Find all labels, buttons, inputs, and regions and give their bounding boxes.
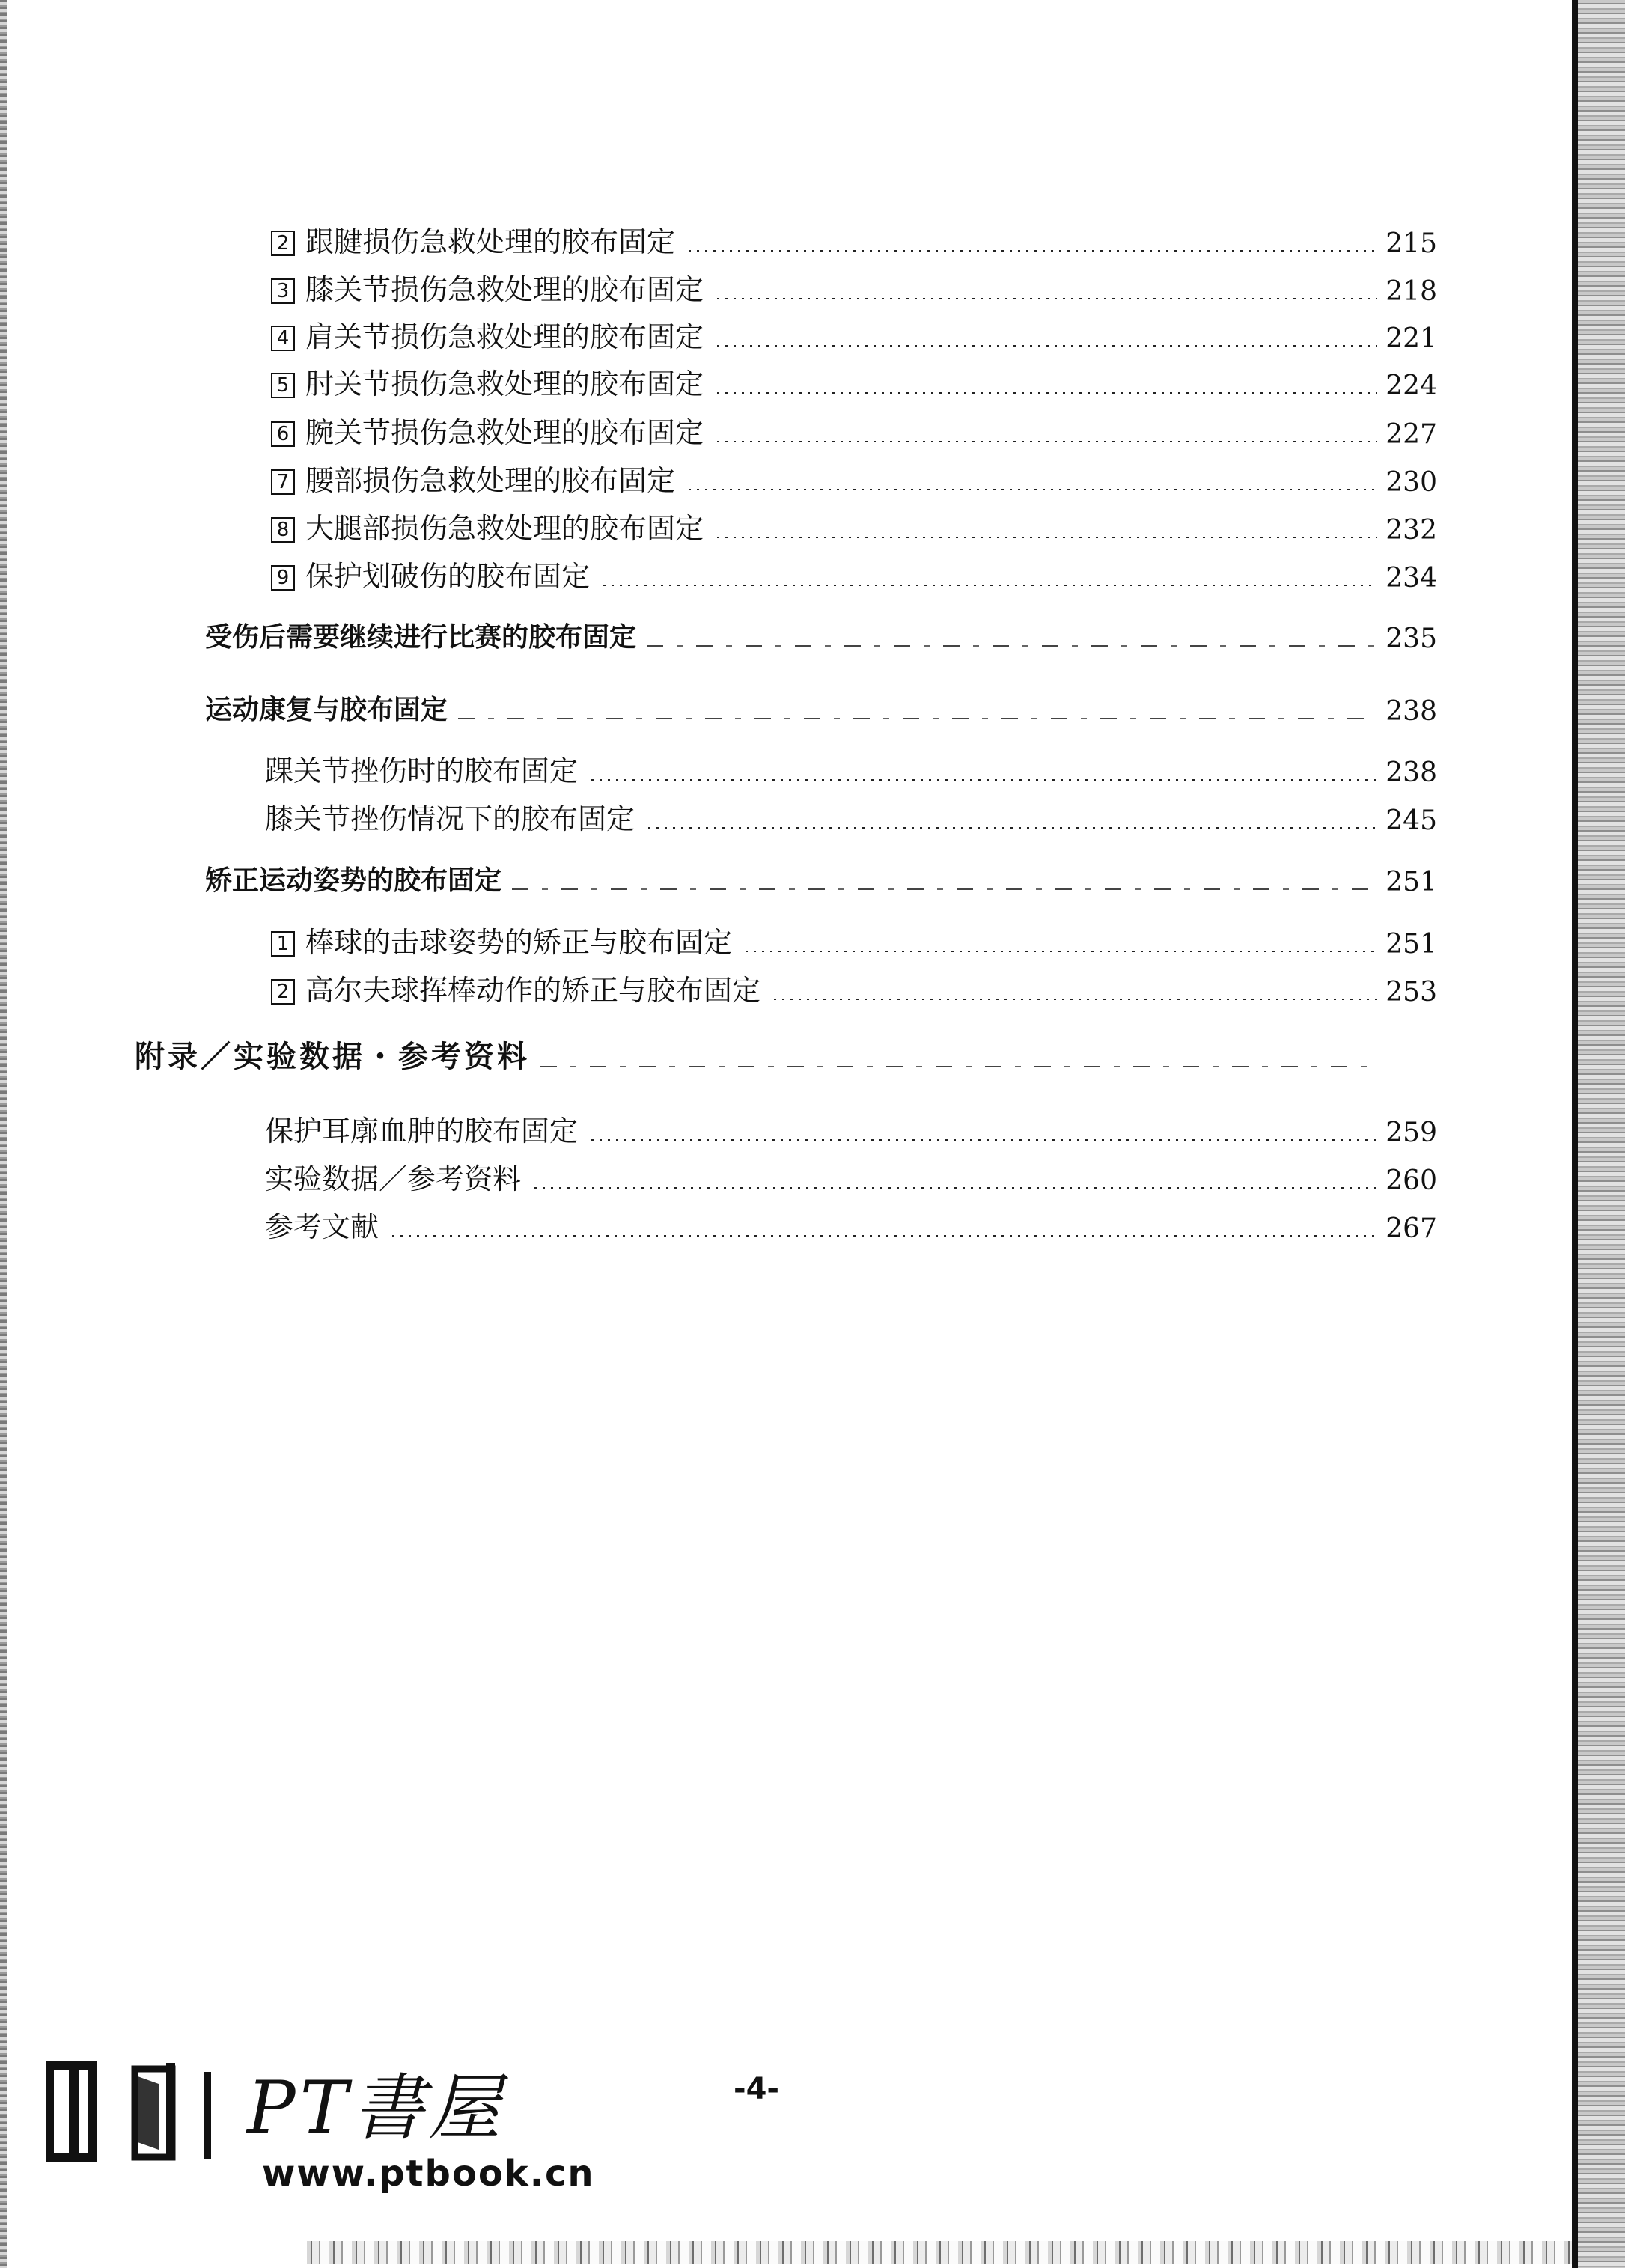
toc-entry: [265, 1204, 1437, 1246]
toc-entry-number-box: 8: [271, 517, 295, 543]
toc-entry-page: [1385, 1073, 1437, 1076]
toc-entry-label: 矫正运动姿势的胶布固定: [205, 865, 502, 896]
toc-entry-label: 保护划破伤的胶布固定: [305, 560, 591, 593]
toc-entry-page: 221: [1385, 323, 1437, 354]
toc-entry-page: 259: [1385, 1118, 1437, 1148]
toc-entry-page: 238: [1385, 696, 1437, 727]
toc-entry-number-box: 1: [271, 931, 295, 957]
toc-entry: [271, 219, 1437, 260]
toc-entry-leader: [600, 585, 1377, 586]
toc-entry-page: 267: [1385, 1213, 1437, 1244]
toc-entry-page: 260: [1385, 1165, 1437, 1196]
toc-entry-number-box: 3: [271, 278, 295, 304]
toc-entry-label: 腕关节损伤急救处理的胶布固定: [305, 416, 704, 449]
toc-entry-leader: [714, 441, 1377, 442]
toc-entry: [271, 505, 1437, 547]
toc-entry: [265, 1108, 1437, 1150]
toc-entry-page: 235: [1385, 624, 1437, 654]
toc-entry-label: 大腿部损伤急救处理的胶布固定: [305, 512, 704, 545]
page-number: -4-: [734, 2072, 780, 2106]
toc-entry-page: 253: [1385, 977, 1437, 1008]
toc-entry-label: 参考文献: [265, 1210, 379, 1243]
toc-entry-label: 膝关节挫伤情况下的胶布固定: [265, 802, 635, 835]
toc-entry-page: 227: [1385, 419, 1437, 450]
toc-entry: [271, 266, 1437, 308]
book-logo-icon: [46, 2054, 226, 2166]
toc-entry-leader: [743, 951, 1377, 952]
toc-entry: [271, 457, 1437, 499]
toc-entry-page: 232: [1385, 515, 1437, 546]
scan-shadow-bottom: [307, 2241, 1572, 2264]
toc-entry-label: 受伤后需要继续进行比赛的胶布固定: [205, 622, 637, 653]
toc-entry-label: 肩关节损伤急救处理的胶布固定: [305, 320, 704, 353]
toc-entry: [271, 553, 1437, 595]
toc-entry: [271, 361, 1437, 403]
logo-text: PT書屋: [247, 2066, 505, 2150]
toc-entry-page: 251: [1385, 929, 1437, 960]
toc-entry: [265, 796, 1437, 838]
toc-entry-leader: [647, 645, 1377, 647]
toc-entry-label: 实验数据／参考资料: [265, 1162, 522, 1195]
toc-entry: [271, 409, 1437, 451]
toc-entry-leader: [540, 1066, 1377, 1067]
toc-entry-number-box: 2: [271, 231, 295, 256]
toc-entry-number-box: 9: [271, 565, 295, 591]
toc-entry: [265, 748, 1437, 790]
toc-entry-label: 保护耳廓血肿的胶布固定: [265, 1115, 579, 1147]
toc-entry: [271, 314, 1437, 356]
toc-entry-leader: [714, 392, 1377, 394]
toc-entry-page: 215: [1385, 228, 1437, 259]
toc-entry-leader: [771, 999, 1377, 1000]
toc-entry-label: 跟腱损伤急救处理的胶布固定: [305, 225, 676, 258]
toc-entry: [205, 857, 1437, 899]
toc-entry-leader: [531, 1187, 1377, 1189]
toc-entry-label: 肘关节损伤急救处理的胶布固定: [305, 368, 704, 400]
toc-entry-leader: [645, 827, 1377, 829]
toc-entry-page: 234: [1385, 563, 1437, 594]
toc-entry: [205, 614, 1437, 656]
toc-entry-leader: [588, 779, 1377, 781]
toc-entry: [271, 919, 1437, 961]
toc-entry-leader: [458, 718, 1377, 719]
toc-entry-page: 245: [1385, 805, 1437, 836]
toc-entry: [135, 1034, 1437, 1076]
scan-shadow-left: [0, 0, 7, 2268]
toc-entry-number-box: 6: [271, 421, 295, 447]
toc-entry-leader: [686, 250, 1377, 252]
toc-entry-leader: [714, 537, 1377, 538]
toc-entry: [271, 967, 1437, 1009]
toc-entry-leader: [588, 1139, 1377, 1141]
toc-entry-page: 251: [1385, 867, 1437, 897]
logo-url: www.ptbook.cn: [262, 2153, 595, 2195]
toc-entry-number-box: 2: [271, 979, 295, 1005]
toc-entry-page: 224: [1385, 371, 1437, 401]
toc-entry-page: 230: [1385, 467, 1437, 498]
toc-entry: [205, 686, 1437, 728]
toc-entry-number-box: 7: [271, 469, 295, 495]
toc-entry-number-box: 5: [271, 373, 295, 398]
scan-shadow-right-band: [1578, 0, 1625, 2268]
toc-entry-leader: [512, 888, 1377, 890]
toc-entry-number-box: 4: [271, 326, 295, 351]
toc-entry-leader: [714, 345, 1377, 347]
toc-entry-label: 踝关节挫伤时的胶布固定: [265, 755, 579, 787]
toc-entry-label: 棒球的击球姿势的矫正与胶布固定: [305, 926, 733, 959]
toc-entry-leader: [714, 298, 1377, 299]
toc-entry-page: 218: [1385, 276, 1437, 307]
toc-entry-label: 运动康复与胶布固定: [205, 695, 448, 725]
toc-entry: [265, 1156, 1437, 1198]
scan-shadow-right-line: [1572, 0, 1578, 2268]
toc-entry-label: 高尔夫球挥棒动作的矫正与胶布固定: [305, 974, 761, 1007]
toc-entry-leader: [686, 489, 1377, 490]
toc-entry-label: 膝关节损伤急救处理的胶布固定: [305, 273, 704, 306]
toc-entry-page: 238: [1385, 757, 1437, 788]
toc-entry-label: 附录／实验数据・参考资料: [135, 1040, 530, 1074]
toc-entry-label: 腰部损伤急救处理的胶布固定: [305, 464, 676, 497]
toc-entry-leader: [389, 1235, 1377, 1237]
